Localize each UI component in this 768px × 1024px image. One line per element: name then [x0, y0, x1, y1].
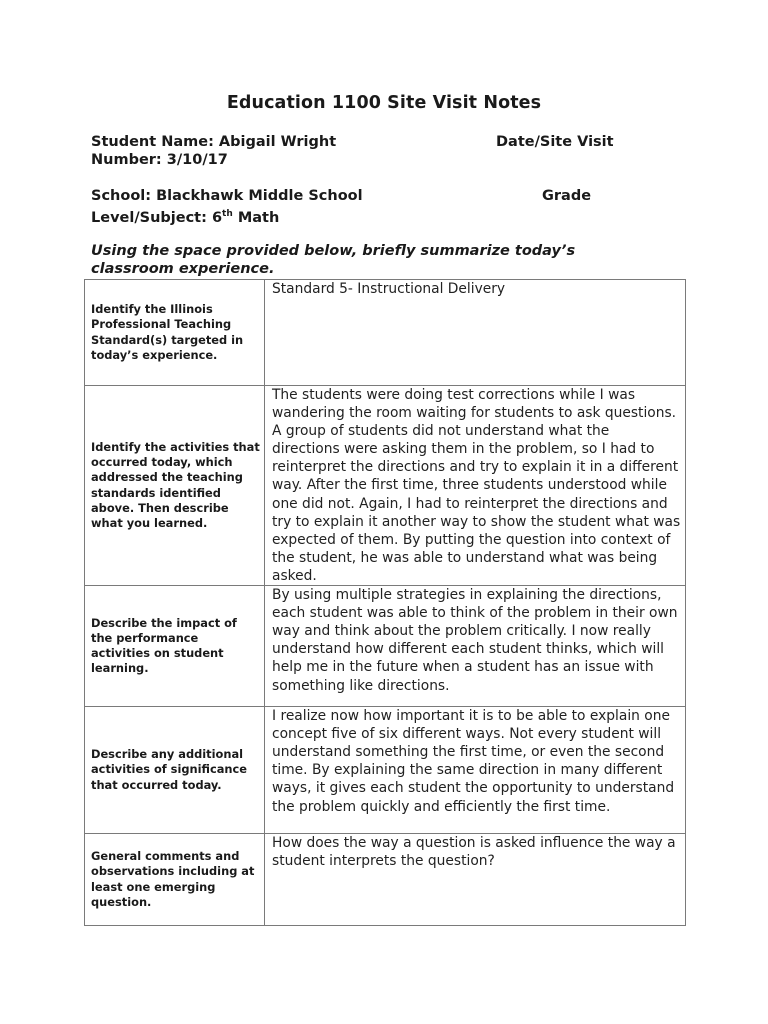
question-cell: General comments and observations including at least one emerging question. — [85, 834, 265, 926]
answer-cell: Standard 5- Instructional Delivery — [265, 280, 686, 386]
table-row — [85, 707, 686, 834]
grade-label: Grade — [542, 188, 592, 204]
answer-cell: I realize now how important it is to be able to explain one concept five of six different ways. Not every student will understand something the first time, or even the second time. By explaining the same direction in many different ways, it gives each student the opportunity to understand the problem quickly and efficiently the first time. — [265, 707, 686, 834]
answer-cell: The students were doing test corrections while I was wandering the room waiting for students to ask questions. A group of students did not understand what the directions were asking them in the problem, so I had to reinterpret the directions and try to explain it in a different way. After the first time, three students understood while one did not. Again, I had to reinterpret the directions and try to explain it another way to show the student what was expected of them. By putting the question into context of the student, he was able to understand what was being asked. — [265, 386, 686, 586]
visit-number: Number: 3/10/17 — [91, 152, 228, 168]
table-row — [85, 586, 686, 707]
student-info — [91, 133, 651, 169]
date-site-visit-label: Date/Site Visit — [496, 134, 614, 150]
table-row — [85, 280, 686, 386]
question-cell: Describe any additional activities of significance that occurred today. — [85, 707, 265, 834]
student-name: Student Name: Abigail Wright — [91, 134, 337, 150]
instruction-text: Using the space provided below, briefly summarize today’s classroom experience. — [91, 243, 576, 277]
page-title: Education 1100 Site Visit Notes — [226, 93, 542, 113]
table-row — [85, 386, 686, 586]
question-cell: Describe the impact of the performance activities on student learning. — [85, 586, 265, 707]
table-row — [85, 834, 686, 926]
question-cell: Identify the Illinois Professional Teaching Standard(s) targeted in today’s experience. — [85, 280, 265, 386]
notes-table — [84, 279, 686, 926]
answer-cell: How does the way a question is asked influence the way a student interprets the question? — [265, 834, 686, 926]
school-info — [91, 187, 651, 226]
question-cell: Identify the activities that occurred today, which addressed the teaching standards identified above. Then describe what you learned. — [85, 386, 265, 586]
answer-cell: By using multiple strategies in explaining the directions, each student was able to think of the problem in their own way and think about the problem critically. I now really understand how different each student thinks, which will help me in the future when a student has an issue with something like directions. — [265, 586, 686, 707]
school-name: School: Blackhawk Middle School — [91, 188, 363, 204]
level-subject: Level/Subject: 6th Math — [91, 209, 280, 226]
